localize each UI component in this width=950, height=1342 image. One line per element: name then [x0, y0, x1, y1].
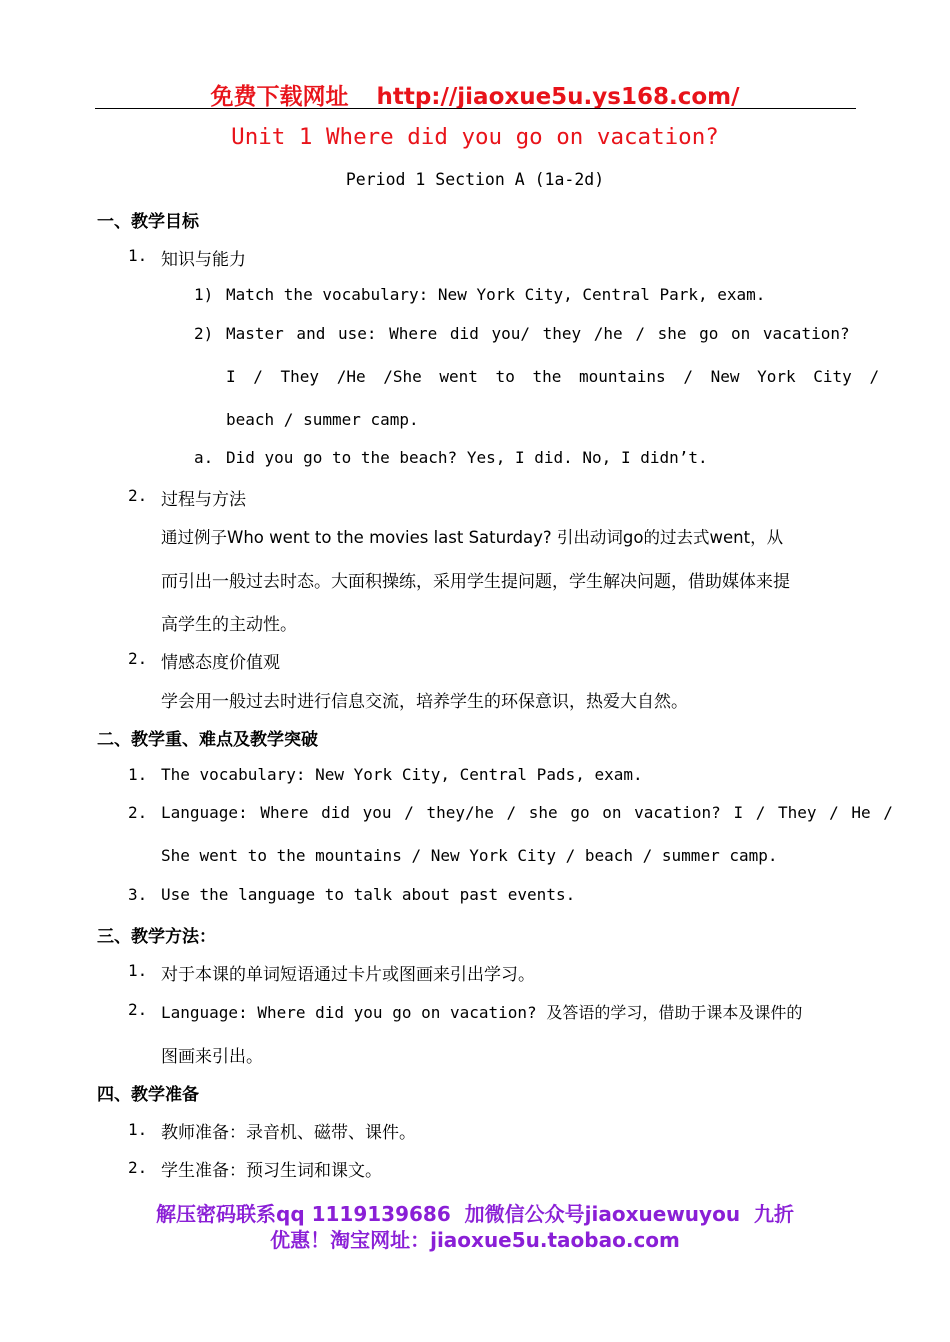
header-url[interactable]: http://jiaoxue5u.ys168.com/ — [376, 84, 740, 110]
sub-number: a. — [194, 448, 214, 467]
section-4-heading: 四、教学准备 — [97, 1085, 199, 1105]
list-number: 1. — [128, 246, 148, 265]
list-item-text: 教师准备：录音机、磁带、课件。 — [161, 1123, 416, 1143]
list-number: 2. — [128, 1158, 148, 1177]
sub-item-text: Master and use: Where did you/ they /he / she go on vacation? — [226, 324, 850, 343]
section-1-heading: 一、教学目标 — [97, 212, 199, 232]
sub-number: 2) — [194, 324, 214, 343]
list-item-label: 过程与方法 — [161, 490, 246, 510]
section-2-heading: 二、教学重、难点及教学突破 — [97, 730, 318, 750]
list-number: 2. — [128, 486, 148, 505]
list-item-text: 学生准备：预习生词和课文。 — [161, 1161, 382, 1181]
list-number: 2. — [128, 649, 148, 668]
paragraph-line: 高学生的主动性。 — [161, 615, 297, 635]
section-3-heading: 三、教学方法： — [97, 927, 216, 947]
list-number: 1. — [128, 1120, 148, 1139]
header-divider — [95, 108, 856, 109]
sub-item-text: I / They /He /She went to the mountains / New York City / — [226, 367, 880, 386]
list-number: 2. — [128, 803, 148, 822]
paragraph-line: 而引出一般过去时态。大面积操练，采用学生提问题，学生解决问题，借助媒体来提 — [161, 572, 790, 592]
footer-line-2[interactable]: 优惠！淘宝网址：jiaoxue5u.taobao.com — [270, 1228, 680, 1252]
sub-number: 1) — [194, 285, 214, 304]
page-subtitle: Period 1 Section A (1a-2d) — [345, 170, 605, 189]
list-item-text: 图画来引出。 — [161, 1047, 263, 1067]
list-number: 2. — [128, 1000, 148, 1019]
list-number: 1. — [128, 961, 148, 980]
sub-item-text: beach / summer camp. — [226, 410, 419, 429]
paragraph-line: 通过例子Who went to the movies last Saturday? 引出动词go的过去式went，从 — [161, 528, 784, 547]
page-title: Unit 1 Where did you go on vacation? — [231, 124, 719, 150]
header-banner — [0, 78, 950, 111]
list-item-text: Language: Where did you go on vacation? 及答语的学习，借助于课本及课件的 — [161, 1003, 803, 1022]
list-item-text: She went to the mountains / New York City / beach / summer camp. — [161, 846, 778, 865]
paragraph-line: 学会用一般过去时进行信息交流，培养学生的环保意识，热爱大自然。 — [161, 692, 688, 712]
list-item-label: 知识与能力 — [161, 250, 246, 270]
list-item-label: 情感态度价值观 — [161, 653, 280, 673]
footer-line-1: 解压密码联系qq 1119139686 加微信公众号jiaoxuewuyou 九折 — [156, 1202, 794, 1226]
list-item-text: The vocabulary: New York City, Central Pads, exam. — [161, 765, 643, 784]
sub-item-text: Did you go to the beach? Yes, I did. No, I didn’t. — [226, 448, 708, 467]
sub-item-text: Match the vocabulary: New York City, Central Park, exam. — [226, 285, 766, 304]
list-item-text: 对于本课的单词短语通过卡片或图画来引出学习。 — [161, 965, 535, 985]
header-label: 免费下载网址 — [210, 84, 349, 110]
list-number: 3. — [128, 885, 148, 904]
list-item-text: Language: Where did you / they/he / she go on vacation? I / They / He / — [161, 803, 893, 822]
list-number: 1. — [128, 765, 148, 784]
list-item-text: Use the language to talk about past events. — [161, 885, 576, 904]
